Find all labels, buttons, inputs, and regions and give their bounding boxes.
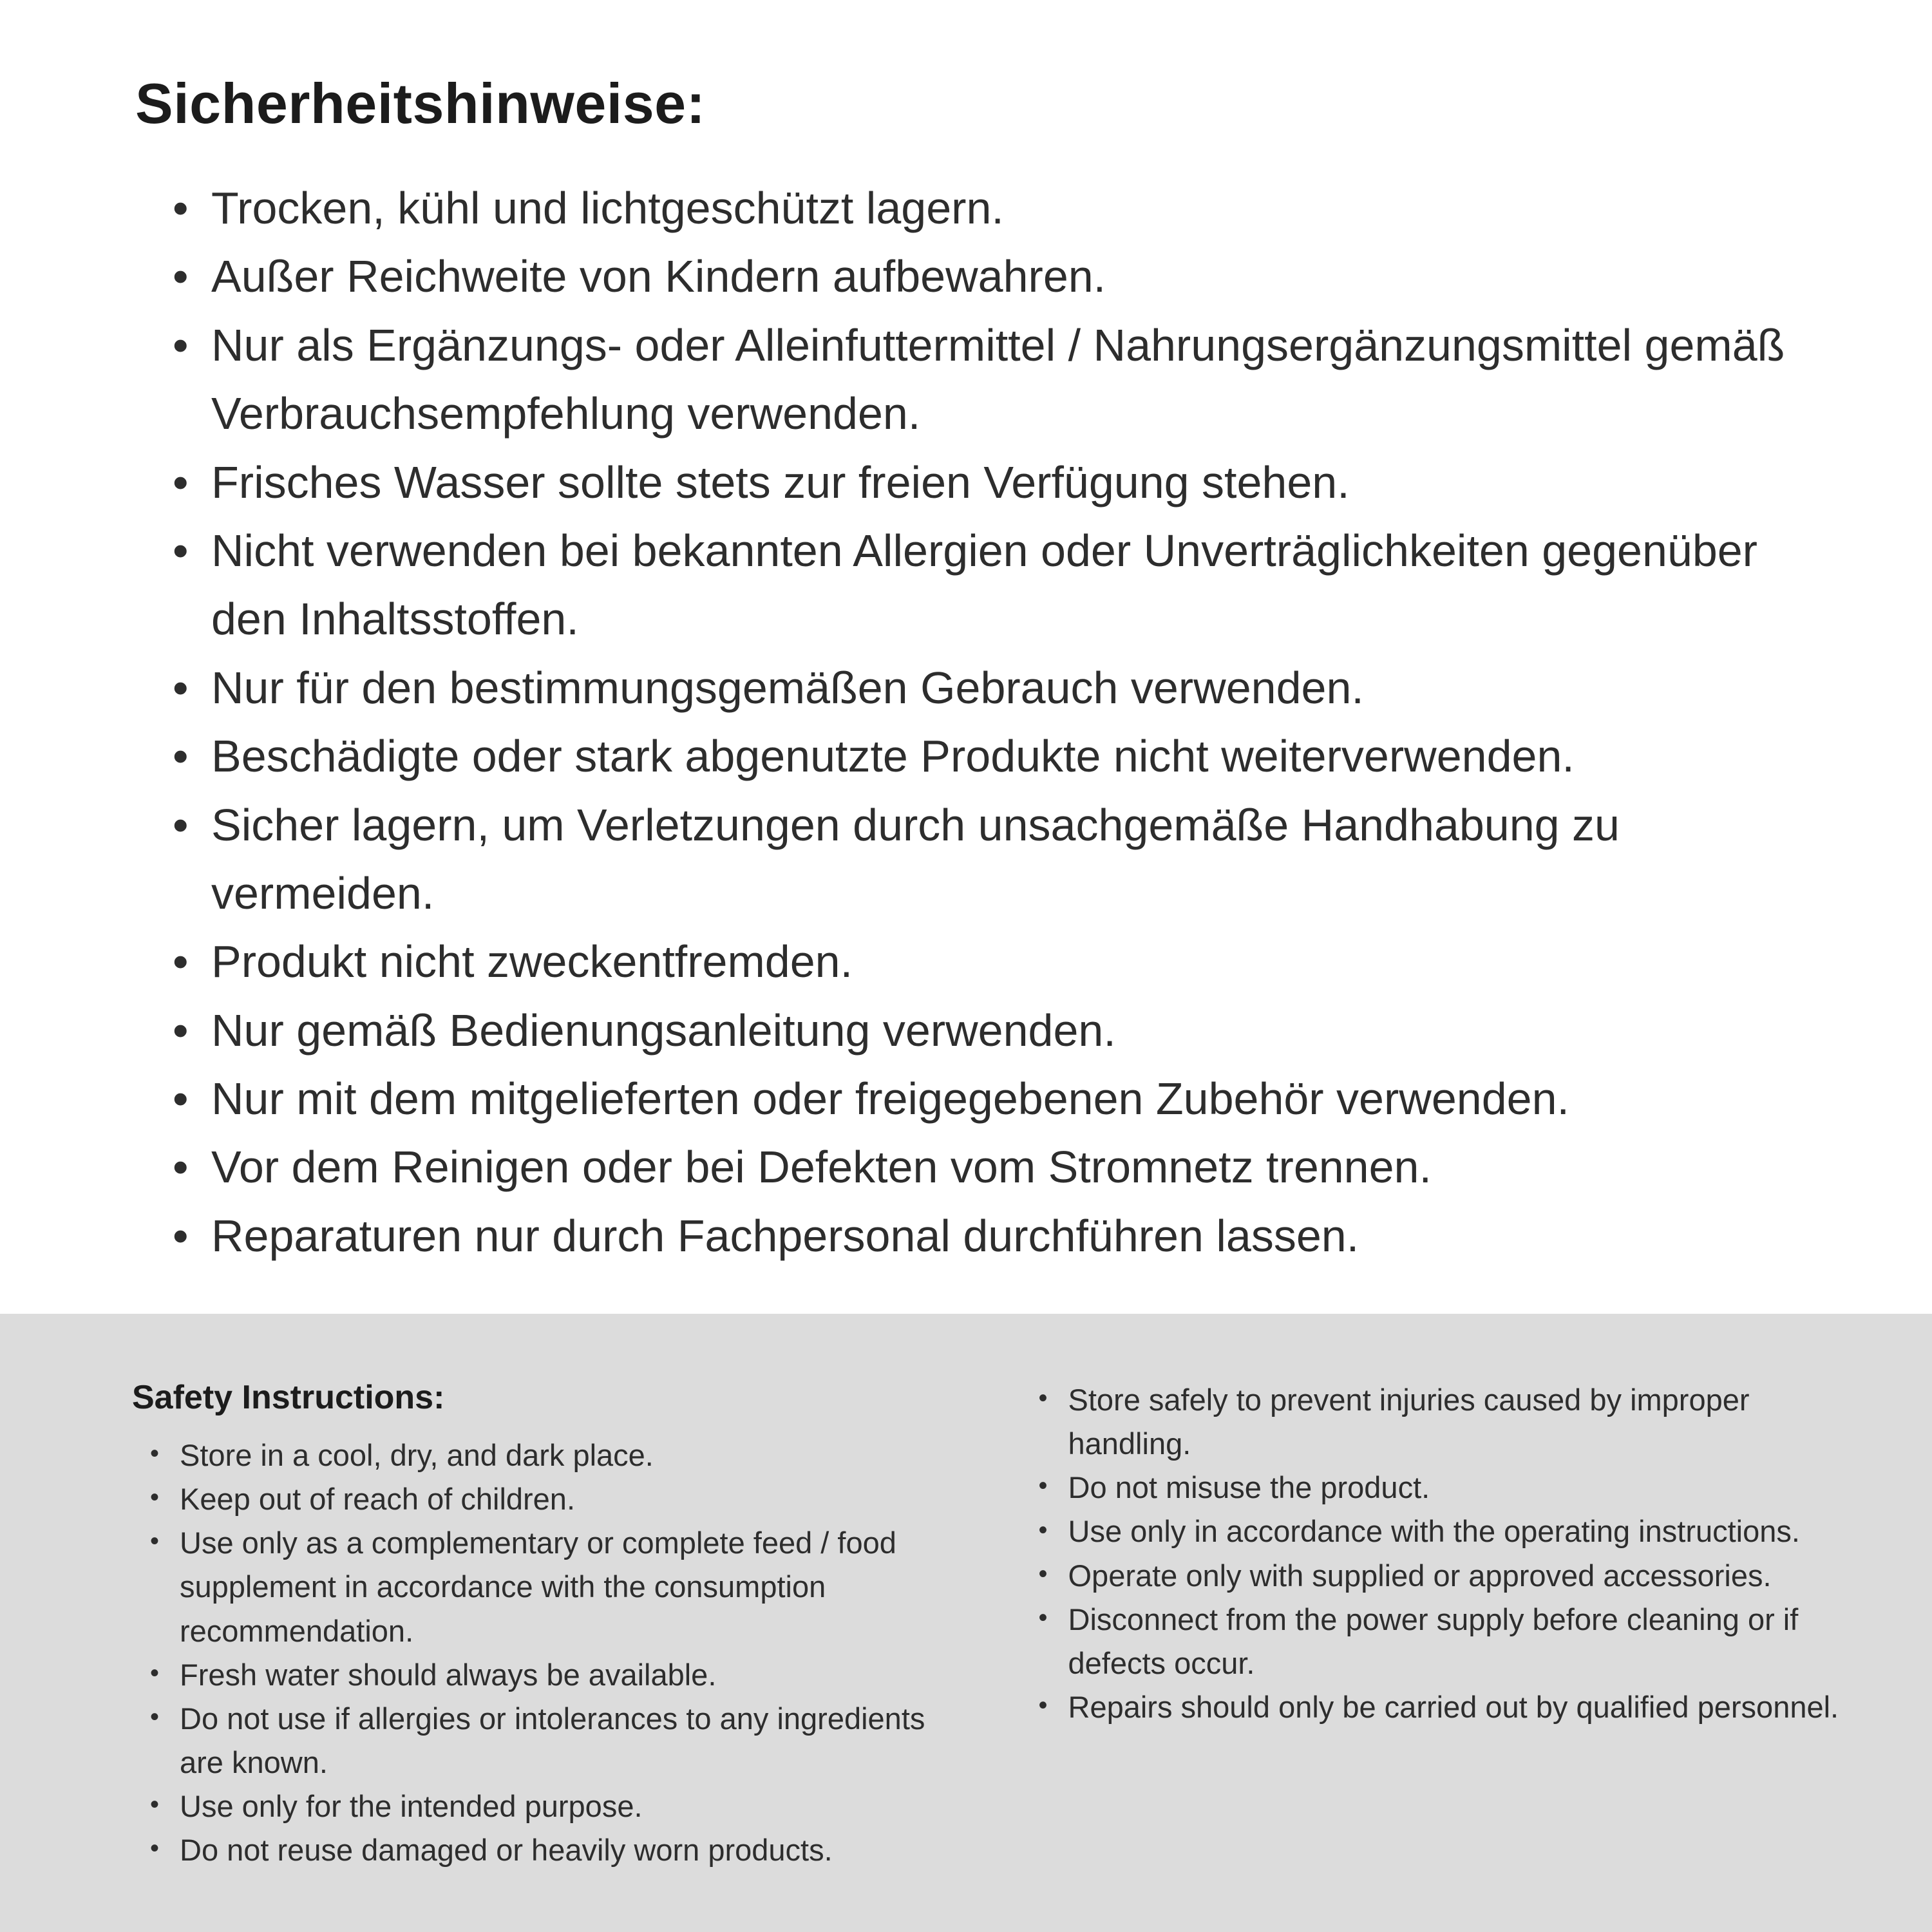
instruction-list-item: • Store in a cool, dry, and dark place. bbox=[150, 1434, 936, 1477]
instruction-list-item: • Repairs should only be carried out by qualified personnel. bbox=[1039, 1685, 1842, 1729]
instruction-list-item: • Use only in accordance with the operating instructions. bbox=[1039, 1510, 1842, 1553]
instruction-list-item: • Nur für den bestimmungsgemäßen Gebrauch verwenden. bbox=[173, 654, 1816, 722]
instruction-list-item: • Nur als Ergänzungs- oder Alleinfuttermittel / Nahrungsergänzungsmittel gemäß Verbrauchsempfehlung verwenden. bbox=[173, 311, 1816, 448]
english-instruction-list-right bbox=[1039, 1378, 1842, 1729]
german-section-title: Sicherheitshinweise: bbox=[135, 71, 706, 135]
english-instruction-list-left bbox=[132, 1434, 936, 1872]
instruction-list-item: • Reparaturen nur durch Fachpersonal durchführen lassen. bbox=[173, 1202, 1816, 1270]
english-left-column bbox=[132, 1378, 936, 1872]
english-right-column bbox=[1039, 1378, 1842, 1729]
german-instruction-list bbox=[135, 174, 1816, 1270]
instruction-list-item: • Use only for the intended purpose. bbox=[150, 1785, 936, 1828]
instruction-list-item: • Produkt nicht zweckentfremden. bbox=[173, 927, 1816, 996]
instruction-list-item: • Disconnect from the power supply before cleaning or if defects occur. bbox=[1039, 1598, 1842, 1685]
instruction-list-item: • Do not use if allergies or intolerances to any ingredients are known. bbox=[150, 1697, 936, 1785]
instruction-list-item: • Beschädigte oder stark abgenutzte Produkte nicht weiterverwenden. bbox=[173, 722, 1816, 790]
english-section-title: Safety Instructions: bbox=[132, 1379, 445, 1416]
instruction-list-item: • Do not reuse damaged or heavily worn products. bbox=[150, 1828, 936, 1872]
instruction-list-item: • Operate only with supplied or approved accessories. bbox=[1039, 1554, 1842, 1598]
instruction-list-item: • Nur gemäß Bedienungsanleitung verwenden. bbox=[173, 996, 1816, 1065]
instruction-list-item: • Sicher lagern, um Verletzungen durch unsachgemäße Handhabung zu vermeiden. bbox=[173, 791, 1816, 928]
instruction-list-item: • Keep out of reach of children. bbox=[150, 1477, 936, 1521]
instruction-list-item: • Use only as a complementary or complete feed / food supplement in accordance with the consumption recommendation. bbox=[150, 1521, 936, 1653]
instruction-list-item: • Außer Reichweite von Kindern aufbewahren. bbox=[173, 242, 1816, 310]
instruction-list-item: • Store safely to prevent injuries caused by improper handling. bbox=[1039, 1378, 1842, 1466]
instruction-list-item: • Vor dem Reinigen oder bei Defekten vom Stromnetz trennen. bbox=[173, 1133, 1816, 1201]
instruction-list-item: • Do not misuse the product. bbox=[1039, 1466, 1842, 1510]
instruction-list-item: • Trocken, kühl und lichtgeschützt lagern. bbox=[173, 174, 1816, 242]
instruction-list-item: • Nicht verwenden bei bekannten Allergien oder Unverträglichkeiten gegenüber den Inhaltsstoffen. bbox=[173, 516, 1816, 654]
instruction-list-item: • Nur mit dem mitgelieferten oder freigegebenen Zubehör verwenden. bbox=[173, 1065, 1816, 1133]
instruction-list-item: • Frisches Wasser sollte stets zur freien Verfügung stehen. bbox=[173, 448, 1816, 516]
english-section bbox=[0, 1314, 1932, 1932]
instruction-list-item: • Fresh water should always be available. bbox=[150, 1653, 936, 1697]
